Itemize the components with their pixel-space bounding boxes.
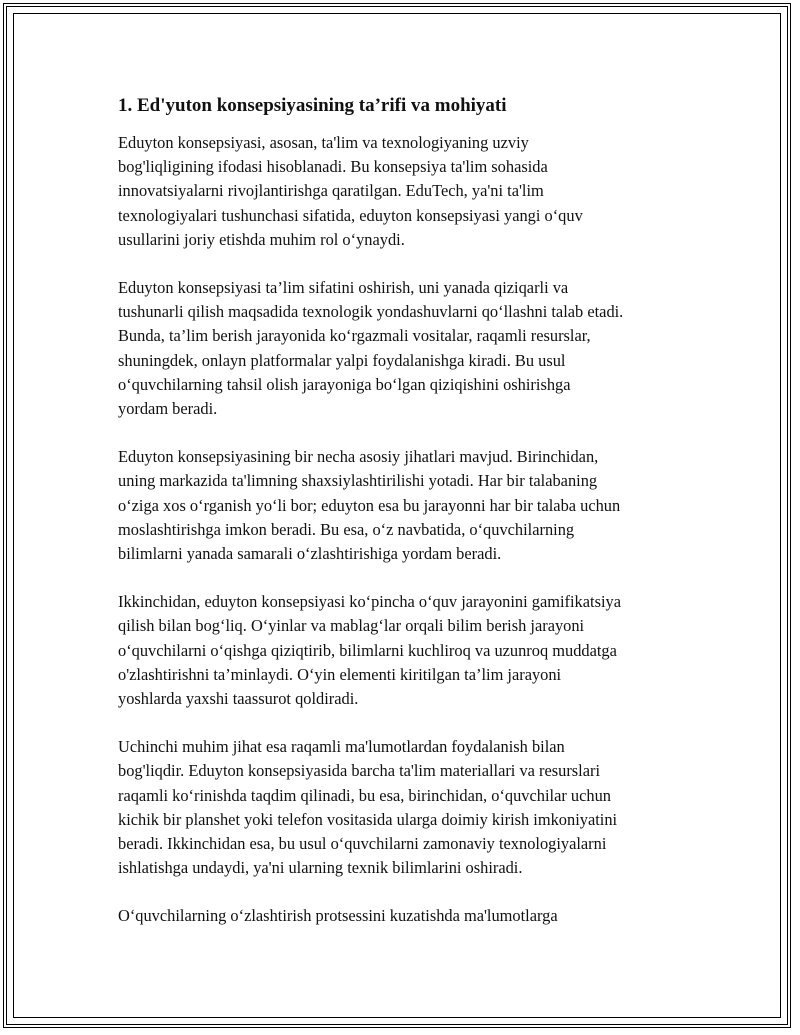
text-line: uning markazida ta'limning shaxsiylashtirilishi yotadi. Har bir talabaning (118, 471, 598, 491)
text-line: moslashtirishga imkon beradi. Bu esa, o‘z navbatida, o‘quvchilarning (118, 519, 575, 539)
text-line: Bunda, ta’lim berish jarayonida ko‘rgazmali vositalar, raqamli resurslar, (118, 326, 591, 346)
text-line: Eduyton konsepsiyasi, asosan, ta'lim va texnologiyaning uzviy (118, 133, 529, 152)
text-line: Eduyton konsepsiyasining bir necha asosiy jihatlari mavjud. Birinchidan, (118, 447, 599, 467)
section-heading: 1. Ed'yuton konsepsiyasining ta’rifi va mohiyati (118, 95, 507, 116)
text-line: kichik bir planshet yoki telefon vositasida ularga doimiy kirish imkoniyatini (118, 809, 618, 829)
paragraph-4 (118, 590, 698, 711)
text-line: Uchinchi muhim jihat esa raqamli ma'lumotlardan foydalanish bilan (118, 737, 565, 757)
text-line: Eduyton konsepsiyasi ta’lim sifatini oshirish, uni yanada qiziqarli va (118, 278, 569, 298)
text-line: o‘quvchilarning tahsil olish jarayoniga bo‘lgan qiziqishini oshirishga (118, 374, 571, 394)
text-line: o‘quvchilarni o‘qishga qiziqtirib, bilimlarni kuchliroq va uzunroq muddatga (118, 640, 617, 660)
text-line: raqamli ko‘rinishda taqdim qilinadi, bu esa, birinchidan, o‘quvchilar uchun (118, 785, 611, 805)
text-line: shuningdek, onlayn platformalar yalpi foydalanishga kiradi. Bu usul (118, 350, 566, 370)
document-body (118, 94, 698, 953)
text-line: ishlatishga undaydi, ya'ni ularning texnik bilimlarini oshiradi. (118, 858, 523, 878)
text-line: o‘ziga xos o‘rganish yo‘li bor; eduyton esa bu jarayonni har bir talaba uchun (118, 495, 621, 515)
text-line: yoshlarda yaxshi taassurot qoldiradi. (118, 689, 359, 709)
text-line: qilish bilan bog‘liq. O‘yinlar va mablag‘lar orqali bilim berish jarayoni (118, 616, 585, 636)
text-line: o'zlashtirishni ta’minlaydi. O‘yin elementi kiritilgan ta’lim jarayoni (118, 664, 562, 684)
paragraph-6 (118, 904, 698, 928)
text-line: Ikkinchidan, eduyton konsepsiyasi ko‘pincha o‘quv jarayonini gamifikatsiya (118, 592, 621, 612)
text-line: beradi. Ikkinchidan esa, bu usul o‘quvchilarni zamonaviy texnologiyalarni (118, 834, 607, 854)
text-line: O‘quvchilarning o‘zlashtirish protsessini kuzatishda ma'lumotlarga (118, 906, 558, 926)
text-line: texnologiyalari tushunchasi sifatida, eduyton konsepsiyasi yangi o‘quv (118, 205, 583, 225)
text-line: bog'liqdir. Eduyton konsepsiyasida barcha ta'lim materiallari va resurslari (118, 761, 601, 781)
paragraph-5 (118, 735, 698, 880)
paragraph-3 (118, 445, 698, 566)
text-line: bilimlarni yanada samarali o‘zlashtirishiga yordam beradi. (118, 544, 502, 564)
text-line: yordam beradi. (118, 399, 218, 419)
paragraph-2 (118, 276, 698, 421)
paragraph-1 (118, 131, 698, 252)
text-line: tushunarli qilish maqsadida texnologik yondashuvlarni qo‘llashni talab etadi. (118, 302, 624, 322)
text-line: innovatsiyalarni rivojlantirishga qaratilgan. EduTech, ya'ni ta'lim (118, 181, 544, 201)
text-line: bog'liqligining ifodasi hisoblanadi. Bu konsepsiya ta'lim sohasida (118, 157, 548, 177)
text-line: usullarini joriy etishda muhim rol o‘ynaydi. (118, 229, 405, 249)
